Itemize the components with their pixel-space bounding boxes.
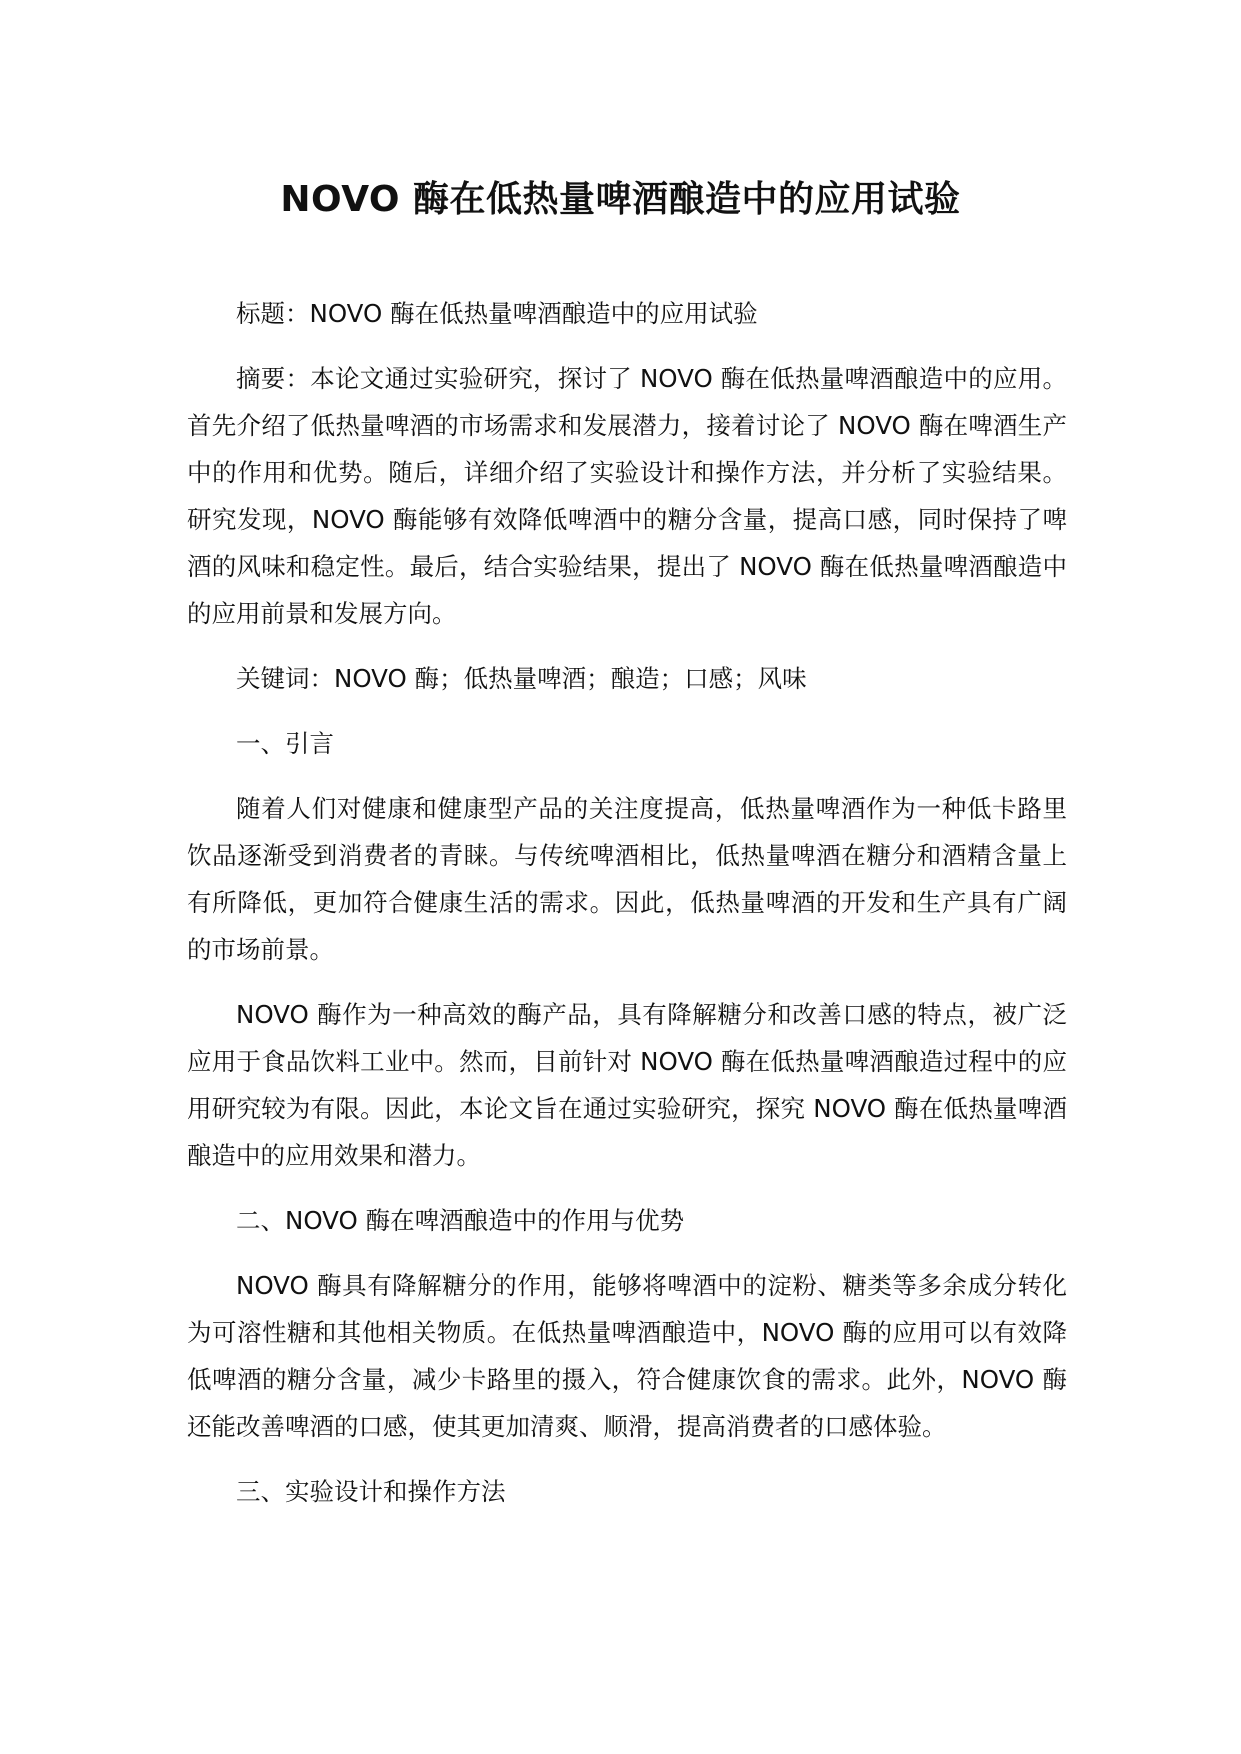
introduction-paragraph-2: NOVO 酶作为一种高效的酶产品，具有降解糖分和改善口感的特点，被广泛应用于食品饮料工业中。然而，目前针对 NOVO 酶在低热量啤酒酿造过程中的应用研究较为有限。因此，本论文旨在通过实验研究，探究 NOVO 酶在低热量啤酒酿造中的应用效果和潜力。: [187, 1000, 1067, 1170]
section-heading-experiment-design: 三、实验设计和操作方法: [236, 1477, 506, 1506]
section-heading-introduction: 一、引言: [236, 729, 334, 758]
title-line: 标题：NOVO 酶在低热量啤酒酿造中的应用试验: [236, 299, 758, 328]
document-body: [187, 290, 1067, 1533]
section-heading-role-advantages: 二、NOVO 酶在啤酒酿造中的作用与优势: [236, 1206, 685, 1235]
keywords-line: 关键词：NOVO 酶；低热量啤酒；酿造；口感；风味: [236, 664, 807, 693]
role-advantages-paragraph: NOVO 酶具有降解糖分的作用，能够将啤酒中的淀粉、糖类等多余成分转化为可溶性糖和其他相关物质。在低热量啤酒酿造中，NOVO 酶的应用可以有效降低啤酒的糖分含量，减少卡路里的摄入，符合健康饮食的需求。此外，NOVO 酶还能改善啤酒的口感，使其更加清爽、顺滑，提高消费者的口感体验。: [187, 1271, 1067, 1441]
introduction-paragraph-1: 随着人们对健康和健康型产品的关注度提高，低热量啤酒作为一种低卡路里饮品逐渐受到消费者的青睐。与传统啤酒相比，低热量啤酒在糖分和酒精含量上有所降低，更加符合健康生活的需求。因此，低热量啤酒的开发和生产具有广阔的市场前景。: [187, 794, 1067, 964]
abstract-paragraph: 摘要：本论文通过实验研究，探讨了 NOVO 酶在低热量啤酒酿造中的应用。首先介绍了低热量啤酒的市场需求和发展潜力，接着讨论了 NOVO 酶在啤酒生产中的作用和优势。随后，详细介绍了实验设计和操作方法，并分析了实验结果。研究发现，NOVO 酶能够有效降低啤酒中的糖分含量，提高口感，同时保持了啤酒的风味和稳定性。最后，结合实验结果，提出了 NOVO 酶在低热量啤酒酿造中的应用前景和发展方向。: [187, 364, 1067, 628]
document-title: NOVO 酶在低热量啤酒酿造中的应用试验: [280, 179, 961, 220]
